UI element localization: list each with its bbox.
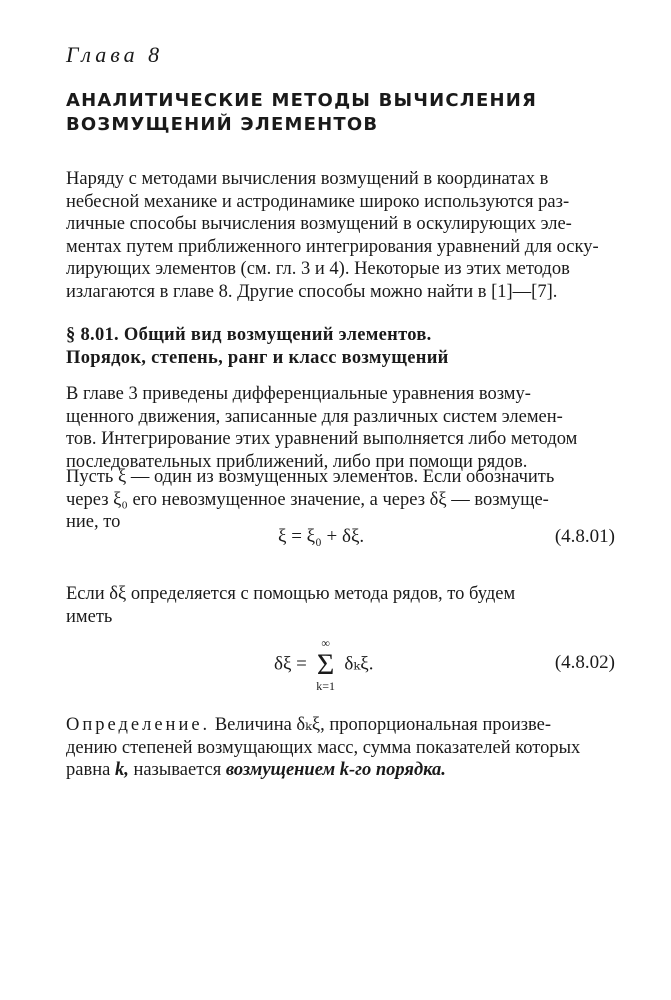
section-paragraph-1 — [66, 383, 618, 473]
equation-2-lhs: δξ = — [274, 653, 307, 675]
equation-4-8-01 — [0, 526, 671, 554]
section-paragraph-3 — [66, 583, 618, 628]
summation-lower-limit: k=1 — [316, 679, 336, 693]
section-heading-line-1: § 8.01. Общий вид возмущений элементов. — [66, 325, 432, 345]
section-heading — [66, 324, 449, 370]
section-p2-line-3: ние, то — [66, 512, 121, 532]
definition-line-3 — [66, 759, 618, 782]
definition-line-3-part-2: называется — [128, 760, 226, 780]
section-paragraph-2 — [66, 466, 618, 534]
intro-line-4: ментах путем приближенного интегрирования уравнений для оску- — [66, 236, 599, 257]
chapter-title — [66, 89, 537, 137]
equation-4-8-02 — [0, 636, 671, 693]
intro-paragraph — [66, 168, 618, 303]
intro-line-1: Наряду с методами вычисления возмущений в координатах в — [66, 169, 549, 189]
definition-paragraph — [66, 714, 618, 782]
equation-2-expression — [274, 636, 374, 693]
intro-line-6: излагаются в главе 8. Другие способы можно найти в [1]—[7]. — [66, 281, 558, 302]
section-p2-line-2: через ξ₀ его невозмущенное значение, а через δξ — возмуще- — [66, 489, 549, 510]
chapter-label: Глава 8 — [66, 42, 164, 67]
definition-line-2: дению степеней возмущающих масс, сумма показателей которых — [66, 737, 581, 758]
equation-1-expression: ξ = ξ₀ + δξ. — [278, 526, 365, 547]
definition-term: возмущением k-го порядка. — [225, 760, 446, 780]
section-p1-line-4: последовательных приближений, либо при помощи рядов. — [66, 451, 528, 472]
section-p2-line-1: Пусть ξ — один из возмущенных элементов. Если обозначить — [66, 467, 555, 487]
chapter-title-line-2: ВОЗМУЩЕНИЙ ЭЛЕМЕНТОВ — [66, 114, 379, 135]
sigma-glyph: Σ — [316, 648, 335, 681]
chapter-title-line-1: АНАЛИТИЧЕСКИЕ МЕТОДЫ ВЫЧИСЛЕНИЯ — [66, 90, 538, 111]
summation-upper-limit: ∞ — [321, 636, 330, 650]
section-p3-line-2: иметь — [66, 606, 113, 627]
equation-2-rhs: δₖξ. — [344, 653, 374, 675]
definition-line-1-rest: Величина δₖξ, пропорциональная произве- — [210, 715, 552, 735]
equation-1-number: (4.8.01) — [554, 526, 615, 547]
intro-line-5: лирующих элементов (см. гл. 3 и 4). Некоторые из этих методов — [66, 259, 570, 279]
summation-symbol — [312, 636, 340, 693]
definition-k: k, — [114, 760, 129, 780]
definition-line-3-part-1: равна — [66, 760, 115, 780]
section-p1-line-2: щенного движения, записанные для различных систем элемен- — [66, 406, 563, 427]
intro-line-2: небесной механике и астродинамике широко используются раз- — [66, 191, 570, 212]
equation-2-number: (4.8.02) — [554, 652, 615, 673]
section-heading-line-2: Порядок, степень, ранг и класс возмущений — [66, 348, 449, 368]
intro-line-3: личные способы вычисления возмущений в оскулирующих эле- — [66, 214, 572, 234]
section-p3-line-1: Если δξ определяется с помощью метода рядов, то будем — [66, 584, 516, 604]
section-p1-line-3: тов. Интегрирование этих уравнений выполняется либо методом — [66, 429, 578, 449]
definition-line-1 — [66, 714, 618, 737]
definition-lead-word: Определение. — [66, 715, 211, 735]
section-p1-line-1: В главе 3 приведены дифференциальные уравнения возму- — [66, 384, 531, 404]
